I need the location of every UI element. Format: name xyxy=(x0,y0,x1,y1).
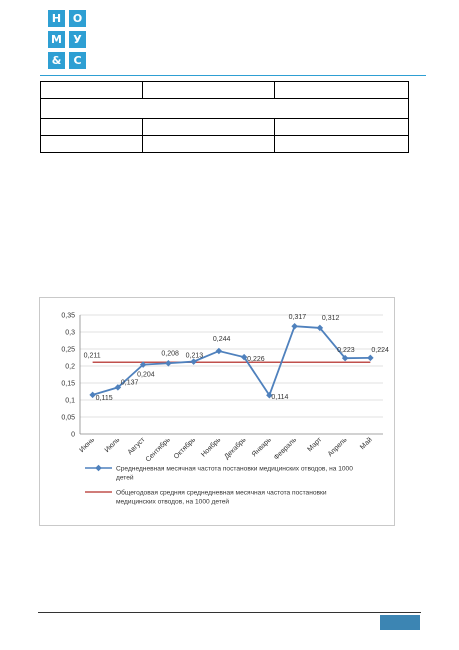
footer-rule xyxy=(38,612,421,613)
page-number-box xyxy=(380,615,420,630)
x-tick-label: Февраль xyxy=(272,436,299,462)
x-tick-label: Июнь xyxy=(78,436,97,454)
table-cell xyxy=(143,82,275,99)
logo-letter: Н xyxy=(48,10,65,27)
x-tick-label: Октябрь xyxy=(172,436,198,461)
table-cell xyxy=(275,119,409,136)
x-tick-label: Декабрь xyxy=(223,436,248,461)
legend-label: Среднедневная месячная частота постановки медицинских отводов, на 1000 xyxy=(116,465,353,473)
table-cell xyxy=(41,136,143,153)
x-tick-label: Март xyxy=(306,436,324,454)
legend-label: детей xyxy=(116,474,134,482)
x-tick-label: Август xyxy=(126,436,147,457)
table-cell xyxy=(275,136,409,153)
y-tick-label: 0,05 xyxy=(61,414,75,422)
data-point xyxy=(291,323,298,330)
y-tick-label: 0,25 xyxy=(61,346,75,354)
data-label: 0,244 xyxy=(212,336,231,344)
legend-marker xyxy=(95,465,102,472)
x-tick-label: Июль xyxy=(103,436,122,455)
chart-frame xyxy=(39,297,395,526)
table-row xyxy=(41,99,409,119)
y-tick-label: 0,15 xyxy=(61,380,75,388)
x-tick-label: Май xyxy=(359,436,374,452)
logo-letter: & xyxy=(48,52,65,69)
logo-letter: О xyxy=(69,10,86,27)
data-label: 0,137 xyxy=(120,379,139,387)
data-label: 0,312 xyxy=(321,314,340,322)
data-label: 0,114 xyxy=(271,394,289,402)
x-tick-label: Январь xyxy=(250,436,273,459)
header-rule xyxy=(40,75,426,76)
data-label: 0,223 xyxy=(337,347,355,355)
logo-letter: У xyxy=(69,31,86,48)
logo-letter: М xyxy=(48,31,65,48)
data-point xyxy=(165,360,172,367)
x-tick-label: Апрель xyxy=(326,436,349,459)
y-tick-label: 0,3 xyxy=(65,329,75,337)
x-tick-label: Сентябрь xyxy=(144,436,172,464)
legend-label: медицинских отводов, на 1000 детей xyxy=(116,498,230,506)
data-label: 0,226 xyxy=(247,356,265,364)
y-tick-label: 0,35 xyxy=(61,312,75,320)
y-tick-label: 0,2 xyxy=(65,363,75,371)
data-label: 0,204 xyxy=(137,371,155,379)
nomus-logo xyxy=(48,10,90,69)
data-label: 0,224 xyxy=(371,346,389,354)
data-label: 0,317 xyxy=(288,314,307,322)
table-cell xyxy=(143,136,275,153)
data-label: 0,213 xyxy=(185,352,204,360)
data-label: 0,115 xyxy=(95,394,113,402)
table-cell xyxy=(41,82,143,99)
y-tick-label: 0 xyxy=(71,431,75,439)
legend-label: Общегодовая средняя среднедневная месячная частота постановки xyxy=(116,489,327,497)
table-cell xyxy=(275,82,409,99)
y-tick-label: 0,1 xyxy=(65,397,75,405)
table-row xyxy=(41,82,409,99)
table-row xyxy=(41,119,409,136)
table-cell xyxy=(143,119,275,136)
average-data-label: 0,211 xyxy=(83,352,101,360)
x-tick-label: Ноябрь xyxy=(200,436,223,459)
data-label: 0,208 xyxy=(161,350,179,358)
line-chart xyxy=(40,298,394,525)
table-row xyxy=(41,136,409,153)
data-table xyxy=(40,81,409,153)
logo-letter: С xyxy=(69,52,86,69)
table-cell xyxy=(41,119,143,136)
table-cell xyxy=(41,99,409,119)
data-point xyxy=(367,355,374,362)
